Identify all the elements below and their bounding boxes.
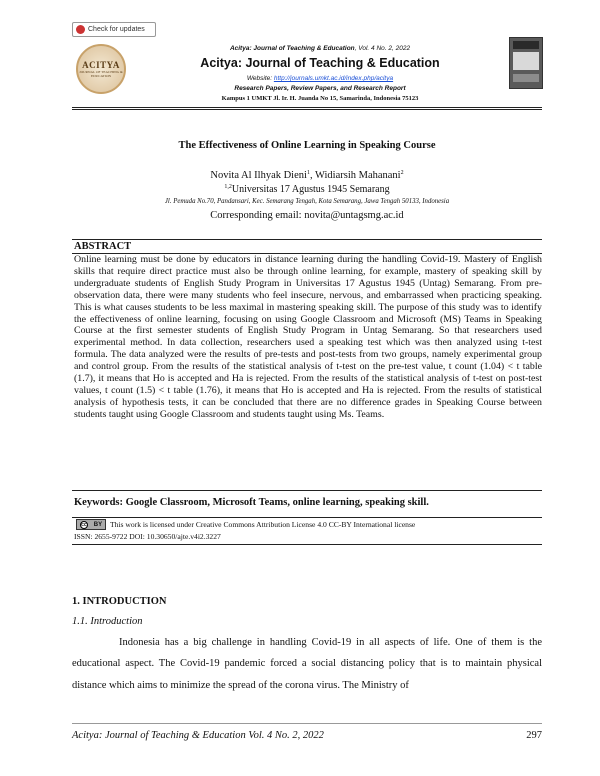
cc-license-badge[interactable]: [76, 519, 106, 530]
author-1: Novita Al Ilhyak Dieni: [210, 170, 307, 181]
issn-doi: ISSN: 2655-9722 DOI: 10.30650/ajte.v4i2.3227: [74, 532, 221, 541]
page-number: 297: [526, 730, 542, 741]
journal-logo: [76, 44, 126, 94]
header-divider: [72, 107, 542, 108]
logo-title: ACITYA: [82, 60, 120, 70]
license-bottom-rule: [72, 544, 542, 545]
website-label: Website:: [246, 75, 274, 82]
abstract-top-rule: [72, 239, 542, 240]
abstract-bottom-rule: [72, 490, 542, 491]
section-heading: 1. INTRODUCTION: [72, 596, 167, 607]
author-2: , Widiarsih Mahanani: [309, 170, 401, 181]
author-1-sup: 1: [306, 170, 310, 176]
crossmark-badge[interactable]: [72, 22, 156, 37]
affiliation-sup: 1,2: [224, 184, 232, 190]
crossmark-label: Check for updates: [88, 26, 145, 33]
journal-cover-thumbnail: [509, 37, 543, 89]
author-2-sup: 2: [400, 170, 404, 176]
footer-rule: [72, 723, 542, 724]
crossmark-icon: [76, 25, 85, 34]
keywords: Keywords: Google Classroom, Microsoft Teams, online learning, speaking skill.: [74, 497, 429, 508]
affiliation-name: Universitas 17 Agustus 1945 Semarang: [231, 184, 390, 195]
logo-subtitle: JOURNAL OF TEACHING & EDUCATION: [79, 70, 123, 78]
website-link[interactable]: http://journals.umkt.ac.id/index.php/acitya: [273, 75, 394, 82]
abstract-text: Online learning must be done by educators in distance learning during the handling Covid-19. Mastery of English skills that require direct practice must also be through online learning, for example, mastery of speaking skill by undergraduate students of English Study Program in Universitas 17 Agustus 1945 (Untag) Semarang. From pre-observation data, there were many students who feel insecure, nervous, and embarrassed when practicing speaking. This is what causes students to be less maximal in mastering speaking skill. The purpose of this study was to identify the effectiveness of online learning, focusing on using Google Classroom and Microsoft (MS) Teams in Speaking Course at the first semester students of English Study Program in Untag Semarang. So that researchers used experimental method. In data collection, researchers used a speaking test which was then analyzed using t-test formula. The data analyzed were the results of pre-tests and post-tests from two groups, namely experimental group and control group. From the results of the statistical analysis of t-test on the pre-test value, t count (1.04) < t table (1.7), it means that Ho is accepted and Ha is rejected. From the results of the statistical analysis of t-test on post-test values, t count (1.5) < t table (1.76), it means that Ho is accepted and Ha is rejected. From the results of statistical analysis of hypothesis tests, it can be concluded that there are no difference grades in Speaking Course between students taught using Google Classroom and students taught using Ms. Teams.: [74, 254, 542, 420]
affiliation: [72, 184, 542, 195]
cc-by-label: BY: [93, 521, 103, 528]
footer-citation: Acitya: Journal of Teaching & Education Vol. 4 No. 2, 2022: [72, 730, 324, 741]
body-paragraph: Indonesia has a big challenge in handling Covid-19 in all aspects of life. One of them is the educational aspect. The Covid-19 pandemic forced a social distancing policy that is to maintain physical distance which aims to minimize the spread of the corona virus. The Ministry of: [72, 637, 542, 691]
journal-citation-line: [150, 45, 490, 52]
content-types: Research Papers, Review Papers, and Research Report: [234, 85, 406, 92]
abstract-heading: ABSTRACT: [74, 241, 132, 252]
author-line: [72, 170, 542, 181]
journal-citation-rest: , Vol. 4 No. 2, 2022: [354, 45, 411, 52]
header-divider-second: [72, 109, 542, 110]
journal-address: Kampus 1 UMKT Jl. Ir. H. Juanda No 15, Samarinda, Indonesia 75123: [221, 95, 419, 102]
cc-icon: cc: [81, 521, 87, 528]
affiliation-address: Jl. Pemuda No.70, Pandansari, Kec. Semarang Tengah, Kota Semarang, Jawa Tengah 50133, Indonesia: [164, 198, 450, 205]
journal-citation-name: Acitya: Journal of Teaching & Education: [229, 45, 355, 52]
article-title: The Effectiveness of Online Learning in Speaking Course: [178, 140, 436, 151]
corresponding-email: Corresponding email: novita@untagsmg.ac.id: [210, 210, 404, 221]
subsection-heading: 1.1. Introduction: [72, 616, 143, 627]
journal-website: [150, 75, 490, 82]
license-top-rule: [72, 517, 542, 518]
journal-title: Acitya: Journal of Teaching & Education: [200, 56, 440, 70]
license-text: This work is licensed under Creative Commons Attribution License 4.0 CC-BY International license: [110, 520, 416, 529]
